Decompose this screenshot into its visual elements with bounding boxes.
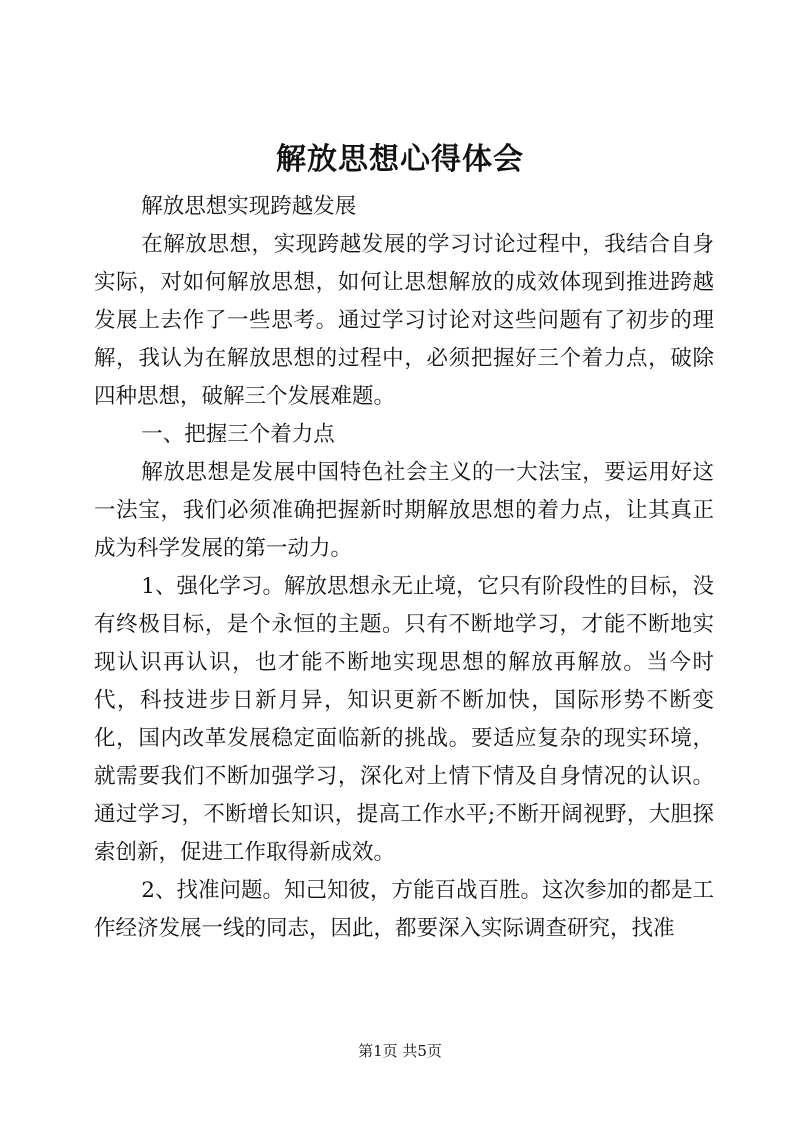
body-paragraph: 1、强化学习。解放思想永无止境，它只有阶段性的目标，没有终极目标，是个永恒的主题。只有不断地学习，才能不断地实现认识再认识，也才能不断地实现思想的解放再解放。当今时代，科技进步日新月异，知识更新不断加快，国际形势不断变化，国内改革发展稳定面临新的挑战。要适应复杂的现实环境，就需要我们不断加强学习，深化对上情下情及自身情况的认识。通过学习，不断增长知识，提高工作水平;不断开阔视野，大胆探索创新，促进工作取得新成效。 [94,574,714,865]
body-paragraph: 解放思想是发展中国特色社会主义的一大法宝，要运用好这一法宝，我们必须准确把握新时期解放思想的着力点，让其真正成为科学发展的第一动力。 [94,460,714,561]
section-heading: 一、把握三个着力点 [141,422,335,447]
document-body [94,188,714,948]
page-footer: 第1页 共5页 [358,1042,442,1060]
subtitle-paragraph: 解放思想实现跨越发展 [141,194,357,219]
document-title: 解放思想心得体会 [276,142,524,177]
intro-paragraph: 在解放思想，实现跨越发展的学习讨论过程中，我结合自身实际，对如何解放思想，如何让思想解放的成效体现到推进跨越发展上去作了一些思考。通过学习讨论对这些问题有了初步的理解，我认为在解放思想的过程中，必须把握好三个着力点，破除四种思想，破解三个发展难题。 [94,232,714,409]
body-paragraph: 2、找准问题。知己知彼，方能百战百胜。这次参加的都是工作经济发展一线的同志，因此，都要深入实际调查研究，找准 [94,878,714,941]
